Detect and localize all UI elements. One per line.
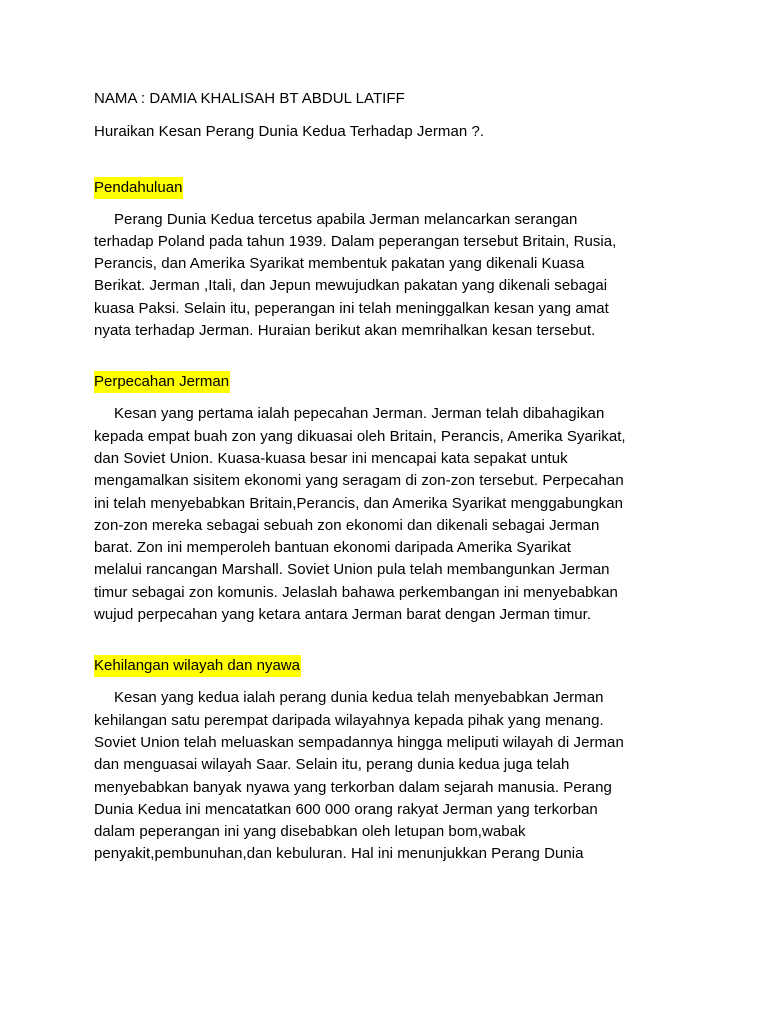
- paragraph-line: Perang Dunia Kedua tercetus apabila Jerman melancarkan serangan: [114, 210, 578, 228]
- paragraph-line: kehilangan satu perempat daripada wilayahnya kepada pihak yang menang.: [94, 711, 604, 729]
- paragraph-line: Kesan yang pertama ialah pepecahan Jerman. Jerman telah dibahagikan: [114, 405, 605, 423]
- section-kehilangan-wilayah: [94, 655, 684, 865]
- paragraph-line: mengamalkan sisitem ekonomi yang seragam di zon-zon tersebut. Perpecahan: [94, 472, 624, 490]
- section-paragraph: [94, 687, 684, 865]
- essay-question: Huraikan Kesan Perang Dunia Kedua Terhadap Jerman ?.: [94, 123, 485, 141]
- paragraph-line: zon-zon mereka sebagai sebuah zon ekonomi dan dikenali sebagai Jerman: [94, 516, 600, 534]
- paragraph-line: dan menguasai wilayah Saar. Selain itu, perang dunia kedua juga telah: [94, 756, 570, 774]
- paragraph-line: dan Soviet Union. Kuasa-kuasa besar ini mencapai kata sepakat untuk: [94, 449, 568, 467]
- paragraph-line: timur sebagai zon komunis. Jelaslah bahawa perkembangan ini menyebabkan: [94, 583, 618, 601]
- paragraph-line: menyebabkan banyak nyawa yang terkorban dalam sejarah manusia. Perang: [94, 778, 612, 796]
- section-heading: Kehilangan wilayah dan nyawa: [94, 655, 301, 677]
- student-name: NAMA : DAMIA KHALISAH BT ABDUL LATIFF: [94, 90, 405, 107]
- paragraph-line: barat. Zon ini memperoleh bantuan ekonomi daripada Amerika Syarikat: [94, 539, 571, 557]
- paragraph-line: penyakit,pembunuhan,dan kebuluran. Hal ini menunjukkan Perang Dunia: [94, 845, 584, 863]
- paragraph-line: Berikat. Jerman ,Itali, dan Jepun mewujudkan pakatan yang dikenali sebagai: [94, 277, 608, 295]
- paragraph-line: Kesan yang kedua ialah perang dunia kedua telah menyebabkan Jerman: [114, 689, 604, 707]
- section-perpecahan-jerman: [94, 371, 684, 626]
- section-paragraph: [94, 209, 684, 343]
- paragraph-line: Soviet Union telah meluaskan sempadannya hingga meliputi wilayah di Jerman: [94, 733, 624, 751]
- paragraph-line: melalui rancangan Marshall. Soviet Union pula telah membangunkan Jerman: [94, 561, 610, 579]
- section-pendahuluan: [94, 177, 684, 343]
- section-heading: Perpecahan Jerman: [94, 371, 230, 393]
- paragraph-line: kepada empat buah zon yang dikuasai oleh Britain, Perancis, Amerika Syarikat,: [94, 427, 626, 445]
- section-paragraph: [94, 403, 684, 626]
- paragraph-line: wujud perpecahan yang ketara antara Jerman barat dengan Jerman timur.: [94, 606, 592, 624]
- paragraph-line: dalam peperangan ini yang disebabkan oleh letupan bom,wabak: [94, 823, 526, 841]
- paragraph-line: Dunia Kedua ini mencatatkan 600 000 orang rakyat Jerman yang terkorban: [94, 800, 598, 818]
- paragraph-line: terhadap Poland pada tahun 1939. Dalam peperangan tersebut Britain, Rusia,: [94, 232, 617, 250]
- paragraph-line: ini telah menyebabkan Britain,Perancis, dan Amerika Syarikat menggabungkan: [94, 494, 624, 512]
- document-page: [94, 88, 684, 895]
- paragraph-line: Perancis, dan Amerika Syarikat membentuk pakatan yang dikenali Kuasa: [94, 255, 585, 273]
- paragraph-line: kuasa Paksi. Selain itu, peperangan ini telah meninggalkan kesan yang amat: [94, 299, 609, 317]
- paragraph-line: nyata terhadap Jerman. Huraian berikut akan memrihalkan kesan tersebut.: [94, 322, 596, 340]
- section-heading: Pendahuluan: [94, 177, 183, 199]
